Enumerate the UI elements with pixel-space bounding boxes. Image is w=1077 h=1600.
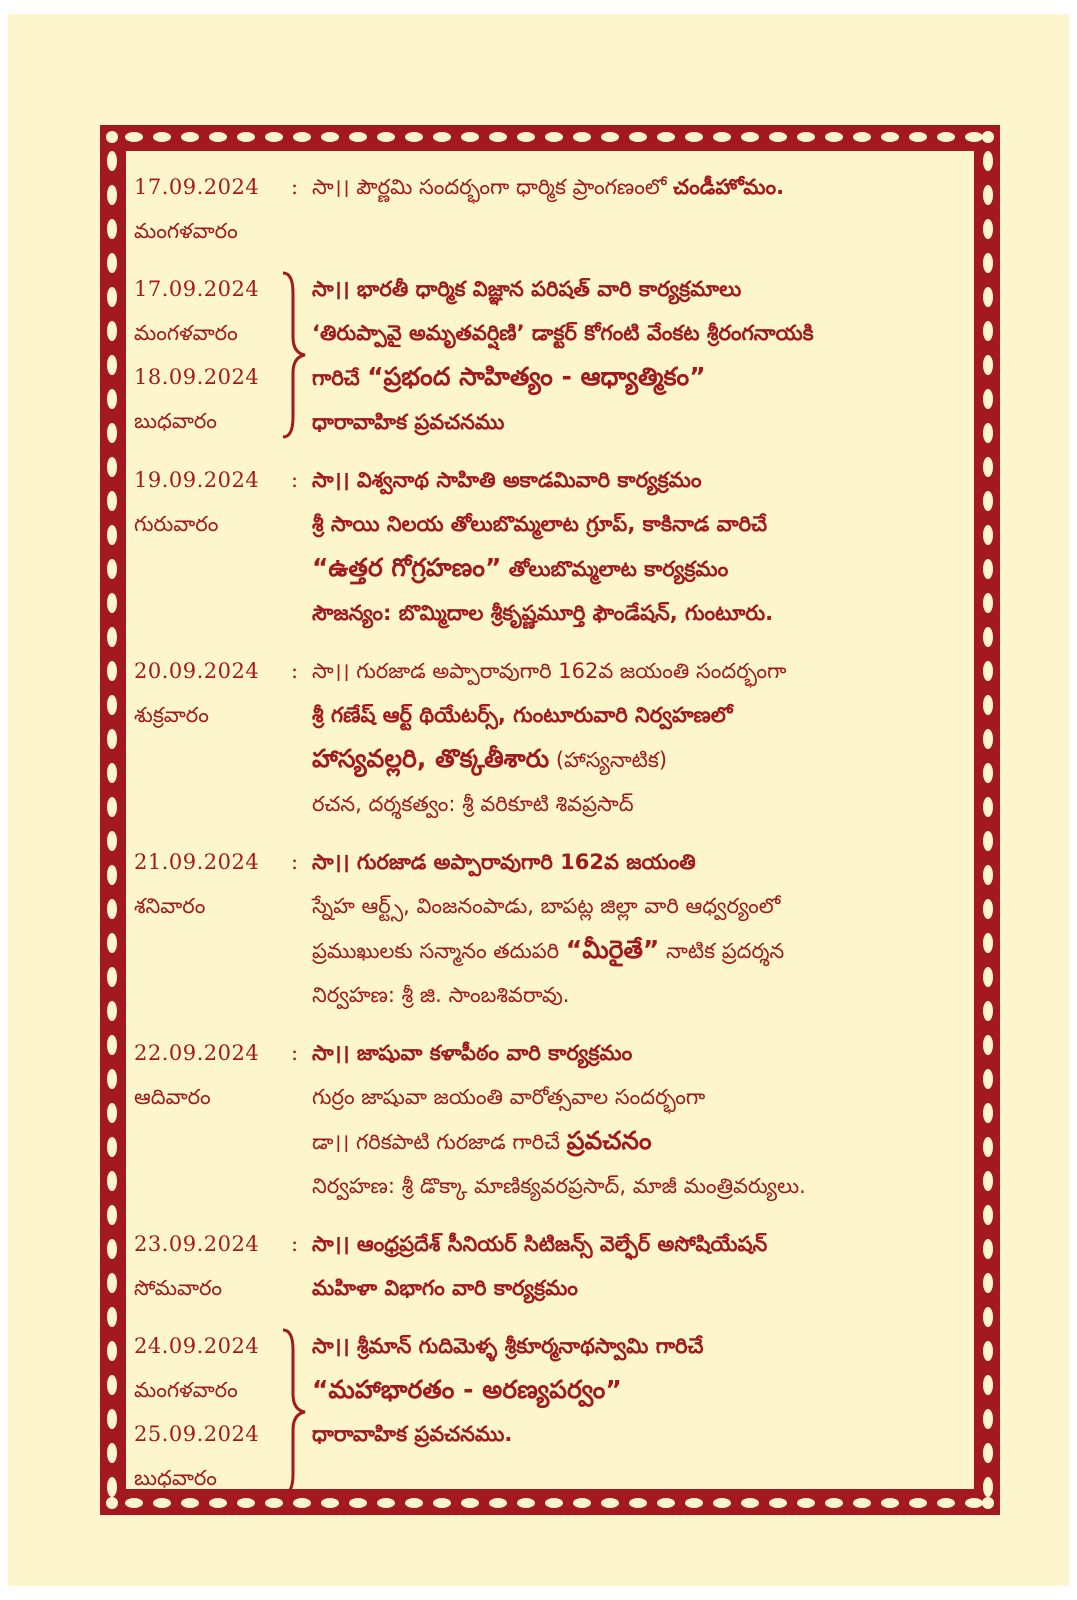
- description-line: [312, 1119, 976, 1164]
- description-line: రచన, దర్శకత్వం: శ్రీ వరికూటి శివప్రసాద్: [312, 792, 634, 816]
- line-text: తోలుబొమ్మలాట కార్యక్రమం: [501, 557, 729, 581]
- description-line: మహిళా విభాగం వారి కార్యక్రమం: [312, 1276, 578, 1300]
- page: [8, 14, 1069, 1586]
- description-line: సా।। ఆంధ్రప్రదేశ్ సీనియర్ సిటిజన్స్ వెల్ఫేర్ అసోషియేషన్: [312, 1232, 768, 1256]
- description-line: [312, 737, 976, 782]
- date-column: [134, 840, 306, 1017]
- entry-date: 17.09.2024: [134, 175, 260, 199]
- date-separator: :: [291, 1232, 299, 1256]
- date-column: [134, 165, 306, 253]
- line-text: ప్రముఖులకు సన్మానం తదుపరి: [312, 939, 566, 963]
- date-column: [134, 458, 306, 635]
- description-column: [306, 649, 976, 826]
- curly-brace-icon: [277, 271, 307, 439]
- description-line: సా।। గురజాడ అప్పారావుగారి 162వ జయంతి సందర్భంగా: [312, 659, 787, 683]
- description-line: సా।। శ్రీమాన్ గుదిమెళ్ళ శ్రీకూర్మనాథస్వామి గారిచే: [312, 1334, 704, 1358]
- entry-date: 23.09.2024: [134, 1232, 260, 1256]
- curly-brace-icon: [277, 1328, 307, 1496]
- description-line: సా।। గురజాడ అప్పారావుగారి 162వ జయంతి: [312, 850, 696, 874]
- entry-start-day: మంగళవారం: [134, 321, 238, 345]
- programme-entry: [134, 1031, 976, 1208]
- line-highlight: “మీరైతే”: [565, 935, 660, 964]
- description-line: నిర్వహణ: శ్రీ జి. సాంబశివరావు.: [312, 983, 570, 1007]
- programme-entry: [134, 1324, 976, 1500]
- description-line: సా।। భారతీ ధార్మిక విజ్ఞాన పరిషత్ వారి కార్యక్రమాలు: [312, 277, 742, 301]
- line-highlight: ప్రవచనం: [566, 1126, 652, 1155]
- date-column: [134, 1031, 306, 1208]
- description-line: నిర్వహణ: శ్రీ డొక్కా మాణిక్యవరప్రసాద్, మాజీ మంత్రివర్యులు.: [312, 1174, 806, 1198]
- entry-date: 19.09.2024: [134, 468, 260, 492]
- entry-end-date: 18.09.2024: [134, 365, 260, 389]
- description-line: [312, 928, 976, 973]
- description-line: సా।। జాషువా కళాపీఠం వారి కార్యక్రమం: [312, 1041, 633, 1065]
- programme-entry: [134, 458, 976, 635]
- entry-end-day: బుధవారం: [134, 1466, 217, 1490]
- date-separator: :: [291, 1041, 299, 1065]
- line-text: గారిచే: [312, 366, 368, 390]
- description-line: సా।। విశ్వనాథ సాహితి అకాడమివారి కార్యక్రమం: [312, 468, 702, 492]
- entry-start-date: 17.09.2024: [134, 277, 260, 301]
- line-text: (హాస్యనాటిక): [549, 748, 668, 772]
- description-column: [306, 267, 976, 444]
- line-text: సా।। పౌర్ణమి సందర్భంగా ధార్మిక ప్రాంగణంలో: [312, 175, 674, 199]
- description-line: గుర్రం జాషువా జయంతి వారోత్సవాల సందర్భంగా: [312, 1085, 706, 1109]
- date-column: [134, 1222, 306, 1310]
- programme-entry: [134, 840, 976, 1017]
- description-line: “మహాభారతం - అరణ్యపర్వం”: [312, 1375, 622, 1404]
- programme-entry: [134, 1222, 976, 1310]
- line-text: డా।। గరికపాటి గురజాడ గారిచే: [312, 1130, 567, 1154]
- description-line: ‘తిరుప్పావై అమృతవర్షిణి’ డాక్టర్ కోగంటి వేంకట శ్రీరంగనాయకి: [312, 321, 814, 345]
- date-column: [134, 649, 306, 826]
- description-line: ధారావాహిక ప్రవచనము: [312, 410, 505, 434]
- date-column: [134, 1324, 306, 1500]
- programme-entry: [134, 165, 976, 253]
- entry-day: ఆదివారం: [134, 1085, 211, 1109]
- date-separator: :: [291, 468, 299, 492]
- date-separator: :: [291, 175, 299, 199]
- programme-entry: [134, 267, 976, 444]
- entry-day: శుక్రవారం: [134, 703, 209, 727]
- description-column: [306, 458, 976, 635]
- description-line: శ్రీ గణేష్ ఆర్ట్ థియేటర్స్, గుంటూరువారి నిర్వహణలో: [312, 703, 733, 727]
- description-line: శ్రీ సాయి నిలయ తోలుబొమ్మలాట గ్రూప్, కాకినాడ వారిచే: [312, 512, 768, 536]
- line-highlight: “ప్రభంద సాహిత్యం - ఆధ్యాత్మికం”: [367, 362, 706, 391]
- entry-day: మంగళవారం: [134, 219, 238, 243]
- line-text: నాటిక ప్రదర్శన: [659, 939, 785, 963]
- description-column: [306, 165, 976, 253]
- line-highlight: హాస్యవల్లరి, తొక్కతీశారు: [312, 744, 550, 773]
- description-column: [306, 840, 976, 1017]
- entry-date: 22.09.2024: [134, 1041, 260, 1065]
- entry-day: సోమవారం: [134, 1276, 223, 1300]
- description-line: ధారావాహిక ప్రవచనము.: [312, 1422, 513, 1446]
- description-column: [306, 1324, 976, 1500]
- entry-start-day: మంగళవారం: [134, 1378, 238, 1402]
- entry-date: 20.09.2024: [134, 659, 260, 683]
- entry-end-date: 25.09.2024: [134, 1422, 260, 1446]
- entry-end-day: బుధవారం: [134, 409, 217, 433]
- entry-day: శనివారం: [134, 894, 206, 918]
- description-line: [312, 355, 976, 400]
- description-line: [312, 165, 976, 209]
- programme-content: [100, 125, 1000, 1515]
- description-line: సౌజన్యం: బొమ్మిదాల శ్రీకృష్ణమూర్తి ఫౌండేషన్, గుంటూరు.: [312, 601, 774, 625]
- description-line: స్నేహ ఆర్ట్స్, వింజనంపాడు, బాపట్ల జిల్లా వారి ఆధ్వర్యంలో: [312, 894, 781, 918]
- entry-start-date: 24.09.2024: [134, 1334, 260, 1358]
- description-column: [306, 1031, 976, 1208]
- description-column: [306, 1222, 976, 1310]
- date-column: [134, 267, 306, 444]
- line-highlight: చండీహోమం.: [673, 175, 785, 199]
- programme-entry: [134, 649, 976, 826]
- entry-day: గురువారం: [134, 512, 219, 536]
- line-highlight: “ఉత్తర గోగ్రహణం”: [312, 553, 502, 582]
- date-separator: :: [291, 659, 299, 683]
- entry-date: 21.09.2024: [134, 850, 260, 874]
- description-line: [312, 546, 976, 591]
- date-separator: :: [291, 850, 299, 874]
- programme-list: [134, 165, 976, 1514]
